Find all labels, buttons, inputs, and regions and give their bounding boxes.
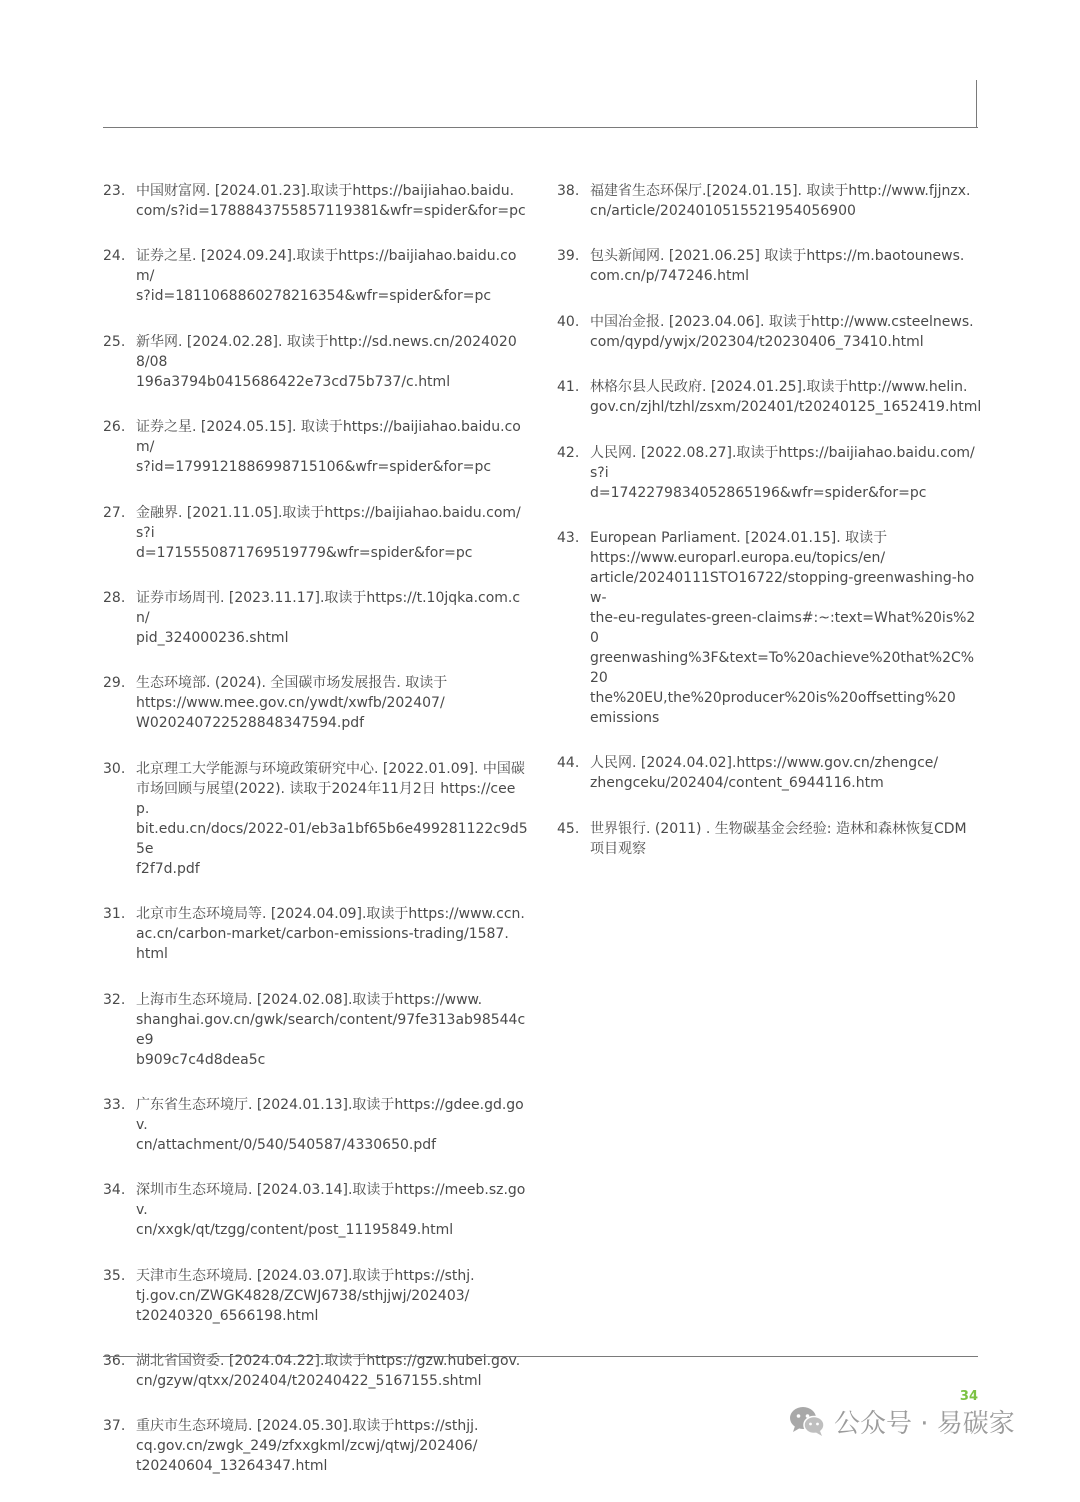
reference-number: 31. — [103, 906, 126, 923]
reference-text: 生态环境部. (2024). 全国碳市场发展报告. 取读于 https://www.mee.gov.cn/ywdt/xwfb/202407/ W020240722528848347594.pdf — [136, 675, 448, 732]
reference-number: 30. — [103, 760, 126, 777]
reference-item — [557, 312, 982, 352]
reference-item — [557, 181, 982, 221]
reference-text: 金融界. [2021.11.05].取读于https://baijiahao.baidu.com/s?i d=1715550871769519779&wfr=spider&for=pc — [136, 504, 521, 561]
reference-item — [103, 990, 528, 1070]
reference-item — [557, 246, 982, 286]
reference-number: 40. — [557, 313, 580, 330]
reference-text: 深圳市生态环境局. [2024.03.14].取读于https://meeb.sz.gov. cn/xxgk/qt/tzgg/content/post_11195849.html — [136, 1182, 526, 1239]
reference-item — [103, 904, 528, 964]
reference-text: 证券之星. [2024.09.24].取读于https://baijiahao.baidu.com/ s?id=1811068860278216354&wfr=spider&for=pc — [136, 248, 517, 305]
reference-number: 39. — [557, 248, 580, 265]
reference-number: 38. — [557, 183, 580, 199]
reference-item — [103, 1180, 528, 1240]
reference-text: European Parliament. [2024.01.15]. 取读于 https://www.europarl.europa.eu/topics/en/ article/20240111STO16722/stopping-greenwashing-how- the-eu-regulates-green-claims#:~:text=What%20is%20 greenwashing%3F&text=To%20achieve%20that%2C%20 the%20EU,the%20producer%20is%20offsetting%20 emissions — [590, 529, 976, 726]
watermark-text: 公众号 · 易碳家 — [834, 1408, 1015, 1439]
reference-text: 包头新闻网. [2021.06.25] 取读于https://m.baotounews. com.cn/p/747246.html — [590, 248, 965, 285]
reference-item — [103, 332, 528, 392]
references-left-column — [103, 181, 528, 1502]
reference-number: 26. — [103, 419, 126, 436]
reference-item — [557, 753, 982, 793]
reference-text: 人民网. [2022.08.27].取读于https://baijiahao.baidu.com/s?i d=1742279834052865196&wfr=spider&for=pc — [590, 444, 975, 501]
references-right-column — [557, 181, 982, 884]
reference-text: 福建省生态环保厅.[2024.01.15]. 取读于http://www.fjjnzx. cn/article/20240105155219540569​00 — [590, 183, 971, 219]
reference-text: 证券市场周刊. [2023.11.17].取读于https://t.10jqka.com.cn/ pid_324000236.shtml — [136, 589, 521, 646]
reference-number: 28. — [103, 589, 126, 606]
reference-number: 25. — [103, 333, 126, 350]
reference-item — [103, 246, 528, 306]
reference-text: 北京理工大学能源与环境政策研究中心. [2022.01.09]. 中国碳 市场回顾与展望(2022). 读取于2024年11月2日 https://ceep. bit.edu.cn/docs/2022-01/eb3a1bf65b6e499281122c9d55e f2f7d.pdf — [136, 760, 528, 877]
reference-number: 45. — [557, 820, 580, 837]
reference-item — [103, 1351, 528, 1391]
reference-number: 29. — [103, 675, 126, 692]
reference-number: 42. — [557, 444, 580, 461]
reference-number: 41. — [557, 379, 580, 396]
header-corner-tick — [976, 80, 977, 128]
reference-text: 新华网. [2024.02.28]. 取读于http://sd.news.cn/20240208/08 196a3794b0415686422e73cd75b737/c.html — [136, 333, 517, 390]
page-number: 34 — [959, 1389, 978, 1404]
reference-item — [103, 417, 528, 477]
reference-number: 32. — [103, 991, 126, 1008]
reference-text: 人民网. [2024.04.02].https://www.gov.cn/zhengce/ zhengceku/202404/content_6944116.htm — [590, 755, 939, 792]
reference-item — [103, 1416, 528, 1476]
reference-item — [557, 819, 982, 859]
reference-number: 36. — [103, 1353, 126, 1370]
reference-number: 35. — [103, 1267, 126, 1284]
reference-number: 33. — [103, 1096, 126, 1113]
reference-text: 湖北省国资委. [2024.04.22].取读于https://gzw.hubei.gov. cn/gzyw/qtxx/202404/t20240422_5167155.shtml — [136, 1353, 521, 1390]
reference-item — [103, 588, 528, 648]
reference-text: 广东省生态环境厅. [2024.01.13].取读于https://gdee.gd.gov. cn/attachment/0/540/540587/4330650.pdf — [136, 1096, 524, 1153]
reference-item — [103, 1095, 528, 1155]
reference-item — [557, 528, 982, 728]
reference-text: 中国财富网. [2024.01.23].取读于https://baijiahao.baidu. com/s?id=1788843755857119381&wfr=spider&for=pc — [136, 183, 526, 219]
reference-text: 中国冶金报. [2023.04.06]. 取读于http://www.csteelnews. com/qypd/ywjx/202304/t20230406_73410.html — [590, 313, 974, 350]
reference-item — [103, 673, 528, 733]
reference-item — [103, 181, 528, 221]
reference-number: 24. — [103, 248, 126, 265]
header-rule — [103, 127, 978, 128]
reference-item — [103, 759, 528, 879]
reference-item — [557, 443, 982, 503]
footer-rule — [103, 1356, 978, 1357]
reference-text: 上海市生态环境局. [2024.02.08].取读于https://www. shanghai.gov.cn/gwk/search/content/97fe313ab98544ce9 b909c7c4d8dea5c — [136, 991, 526, 1068]
reference-number: 34. — [103, 1182, 126, 1199]
wechat-icon — [788, 1404, 826, 1438]
reference-text: 证券之星. [2024.05.15]. 取读于https://baijiahao.baidu.com/ s?id=1799121886998715106&wfr=spider&for=pc — [136, 419, 521, 476]
reference-number: 27. — [103, 504, 126, 521]
reference-text: 林格尔县人民政府. [2024.01.25].取读于http://www.helin. gov.cn/zjhl/tzhl/zsxm/202401/t20240125_1652419.html — [590, 379, 982, 416]
reference-number: 44. — [557, 755, 580, 772]
reference-number: 37. — [103, 1418, 126, 1435]
reference-text: 北京市生态环境局等. [2024.04.09].取读于https://www.ccn. ac.cn/carbon-market/carbon-emissions-trading/1587. html — [136, 906, 525, 963]
reference-text: 世界银行. (2011) . 生物碳基金会经验: 造林和森林恢复CDM 项目观察 — [590, 820, 967, 857]
watermark — [788, 1403, 1015, 1439]
reference-number: 23. — [103, 183, 126, 199]
reference-text: 天津市生态环境局. [2024.03.07].取读于https://sthj. tj.gov.cn/ZWGK4828/ZCWJ6738/sthjjwj/202403/ t20240320_6566198.html — [136, 1267, 475, 1324]
reference-item — [103, 1266, 528, 1326]
reference-item — [557, 377, 982, 417]
reference-text: 重庆市生态环境局. [2024.05.30].取读于https://sthjj. cq.gov.cn/zwgk_249/zfxxgkml/zcwj/qtwj/202406/ t20240604_13264347.html — [136, 1418, 479, 1475]
reference-number: 43. — [557, 529, 580, 546]
reference-item — [103, 503, 528, 563]
